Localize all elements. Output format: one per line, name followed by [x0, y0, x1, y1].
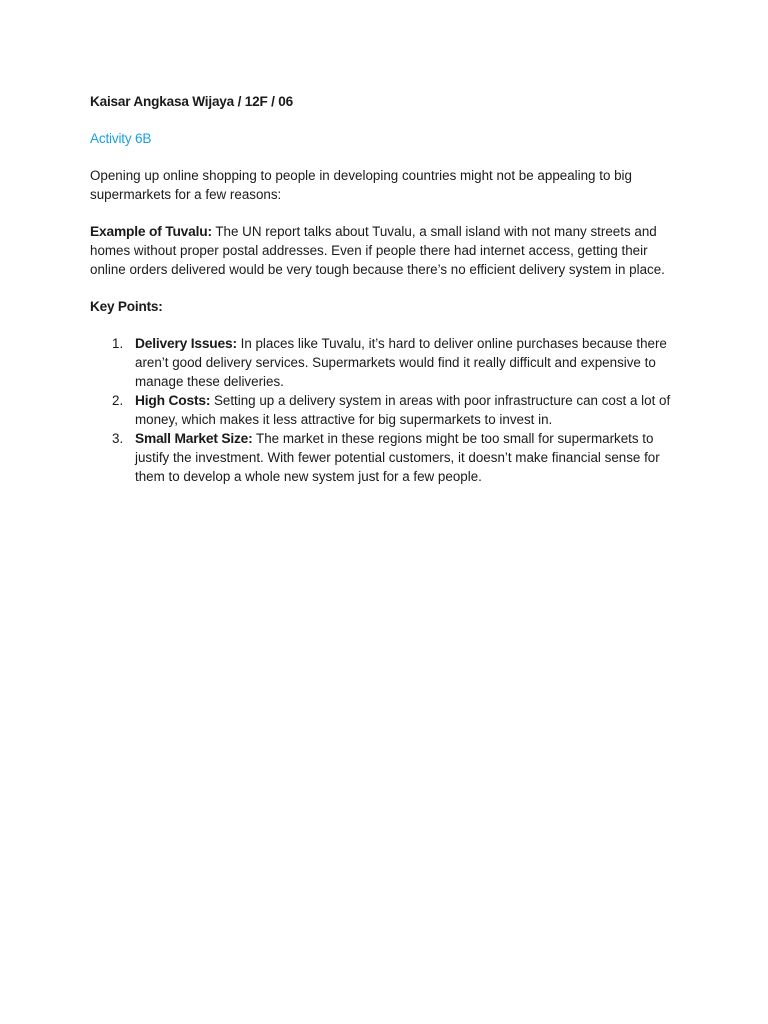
list-item-label: Small Market Size:: [135, 431, 253, 446]
list-item-text: The market in these regions might be too small for supermarkets to justify the investment. With fewer potential customers, it doesn’t make financial sense for them to develop a whole new system just for a few people.: [135, 431, 660, 484]
list-item-label: High Costs:: [135, 393, 211, 408]
intro-paragraph: Opening up online shopping to people in developing countries might not be appealing to big supermarkets for a few reasons:: [90, 168, 632, 202]
document-page: [90, 92, 686, 486]
key-points-list: [90, 334, 686, 486]
example-text: The UN report talks about Tuvalu, a small island with not many streets and homes without proper postal addresses. Even if people there had internet access, getting their online orders delivered would be very tough because there’s no efficient delivery system in place.: [90, 224, 665, 277]
author-line: Kaisar Angkasa Wijaya / 12F / 06: [90, 94, 294, 109]
key-points-heading: Key Points:: [90, 299, 163, 314]
example-label: Example of Tuvalu:: [90, 224, 212, 239]
list-item-text: In places like Tuvalu, it’s hard to deliver online purchases because there aren’t good delivery services. Supermarkets would find it really difficult and expensive to manage these deliveries.: [135, 336, 667, 389]
list-item-number: 3.: [112, 431, 124, 446]
list-item: [90, 334, 686, 391]
list-item: [90, 391, 686, 429]
list-item-label: Delivery Issues:: [135, 336, 237, 351]
list-item: [90, 429, 686, 486]
example-paragraph: [90, 222, 686, 279]
list-item-number: 2.: [112, 393, 124, 408]
list-item-text: Setting up a delivery system in areas with poor infrastructure can cost a lot of money, which makes it less attractive for big supermarkets to invest in.: [135, 393, 671, 427]
list-item-number: 1.: [112, 336, 124, 351]
activity-title: Activity 6B: [90, 131, 152, 146]
